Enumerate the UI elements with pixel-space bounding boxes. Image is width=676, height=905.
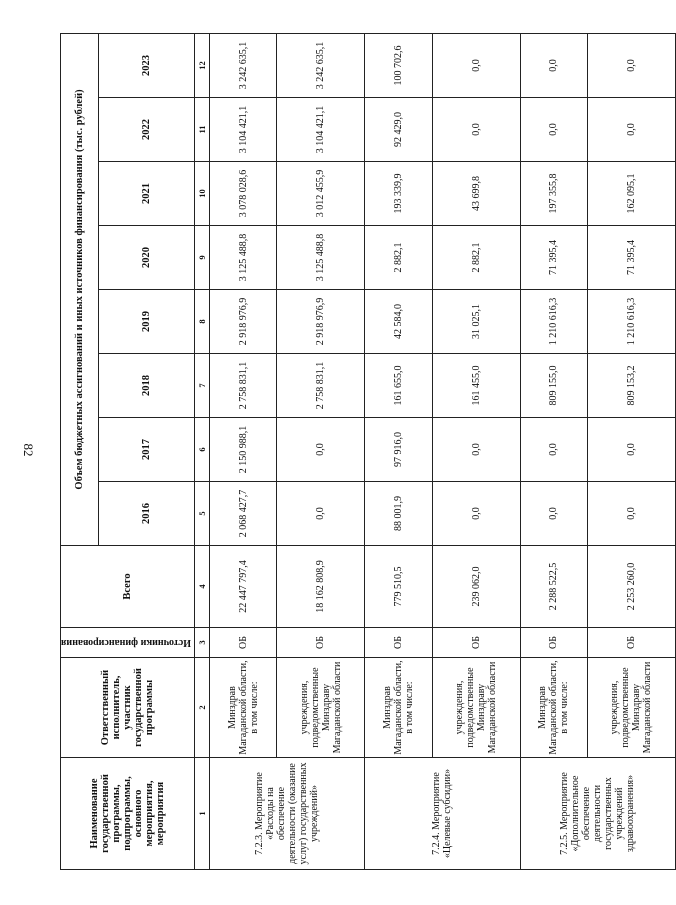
executor-cell: учреждения, подведомственные Минздраву Магаданской области bbox=[587, 658, 675, 758]
column-number: 11 bbox=[194, 98, 209, 162]
column-number: 5 bbox=[194, 482, 209, 546]
value-cell: 88 001,9 bbox=[365, 482, 432, 546]
value-cell: 0,0 bbox=[432, 418, 520, 482]
header-year: 2020 bbox=[98, 226, 194, 290]
executor-cell: Минздрав Магаданской области, в том числе: bbox=[520, 658, 587, 758]
value-cell: 2 918 976,9 bbox=[209, 290, 276, 354]
header-volume: Объем бюджетных ассигнований и иных источников финансирования (тыс. рублей) bbox=[61, 33, 99, 545]
value-cell: 0,0 bbox=[520, 482, 587, 546]
value-cell: 809 153,2 bbox=[587, 354, 675, 418]
total-cell: 2 288 522,5 bbox=[520, 546, 587, 628]
header-year: 2019 bbox=[98, 290, 194, 354]
value-cell: 3 104 421,1 bbox=[277, 98, 365, 162]
value-cell: 3 125 488,8 bbox=[209, 226, 276, 290]
header-source-text: Источники финансирования bbox=[61, 637, 191, 648]
value-cell: 809 155,0 bbox=[520, 354, 587, 418]
column-number: 8 bbox=[194, 290, 209, 354]
value-cell: 31 025,1 bbox=[432, 290, 520, 354]
header-year: 2022 bbox=[98, 98, 194, 162]
value-cell: 0,0 bbox=[432, 33, 520, 97]
header-year: 2017 bbox=[98, 418, 194, 482]
measure-name: 7.2.4. Мероприятие «Целевые субсидии» bbox=[365, 758, 520, 870]
total-cell: 239 062,0 bbox=[432, 546, 520, 628]
value-cell: 0,0 bbox=[520, 98, 587, 162]
value-cell: 0,0 bbox=[432, 98, 520, 162]
value-cell: 0,0 bbox=[277, 418, 365, 482]
source-cell: ОБ bbox=[587, 628, 675, 658]
page-number: 82 bbox=[21, 443, 36, 457]
value-cell: 92 429,0 bbox=[365, 98, 432, 162]
table-row bbox=[277, 33, 365, 869]
value-cell: 0,0 bbox=[277, 482, 365, 546]
value-cell: 2 758 831,1 bbox=[209, 354, 276, 418]
table-frame bbox=[60, 34, 654, 870]
column-number: 6 bbox=[194, 418, 209, 482]
value-cell: 3 104 421,1 bbox=[209, 98, 276, 162]
value-cell: 2 882,1 bbox=[432, 226, 520, 290]
value-cell: 0,0 bbox=[587, 482, 675, 546]
rotated-table-container bbox=[60, 34, 654, 870]
header-year: 2023 bbox=[98, 33, 194, 97]
source-cell: ОБ bbox=[520, 628, 587, 658]
executor-cell: Минздрав Магаданской области, в том числе: bbox=[365, 658, 432, 758]
value-cell: 3 012 455,9 bbox=[277, 162, 365, 226]
executor-cell: учреждения, подведомственные Минздраву Магаданской области bbox=[277, 658, 365, 758]
value-cell: 71 395,4 bbox=[587, 226, 675, 290]
total-cell: 779 510,5 bbox=[365, 546, 432, 628]
value-cell: 197 355,8 bbox=[520, 162, 587, 226]
total-cell: 18 162 808,9 bbox=[277, 546, 365, 628]
value-cell: 0,0 bbox=[587, 33, 675, 97]
column-number: 7 bbox=[194, 354, 209, 418]
value-cell: 0,0 bbox=[520, 33, 587, 97]
header-year: 2016 bbox=[98, 482, 194, 546]
value-cell: 2 918 976,9 bbox=[277, 290, 365, 354]
value-cell: 0,0 bbox=[587, 418, 675, 482]
source-cell: ОБ bbox=[365, 628, 432, 658]
value-cell: 161 455,0 bbox=[432, 354, 520, 418]
financing-table bbox=[60, 33, 676, 870]
value-cell: 43 699,8 bbox=[432, 162, 520, 226]
table-row bbox=[432, 33, 520, 869]
value-cell: 2 882,1 bbox=[365, 226, 432, 290]
header-year: 2018 bbox=[98, 354, 194, 418]
column-number: 12 bbox=[194, 33, 209, 97]
value-cell: 161 655,0 bbox=[365, 354, 432, 418]
table-row bbox=[520, 33, 587, 869]
value-cell: 0,0 bbox=[520, 418, 587, 482]
column-number: 4 bbox=[194, 546, 209, 628]
header-source bbox=[61, 628, 195, 658]
column-number: 2 bbox=[194, 658, 209, 758]
value-cell: 97 916,0 bbox=[365, 418, 432, 482]
column-number: 1 bbox=[194, 758, 209, 870]
measure-name: 7.2.3. Мероприятие «Расходы на обеспечение деятельности (оказание услуг) государственных учреждений» bbox=[209, 758, 364, 870]
header-total: Всего bbox=[61, 546, 195, 628]
value-cell: 2 150 988,1 bbox=[209, 418, 276, 482]
value-cell: 71 395,4 bbox=[520, 226, 587, 290]
header-year: 2021 bbox=[98, 162, 194, 226]
value-cell: 1 210 616,3 bbox=[520, 290, 587, 354]
table-body bbox=[209, 33, 675, 869]
value-cell: 0,0 bbox=[432, 482, 520, 546]
value-cell: 193 339,9 bbox=[365, 162, 432, 226]
total-cell: 2 253 260,0 bbox=[587, 546, 675, 628]
total-cell: 22 447 797,4 bbox=[209, 546, 276, 628]
header-executor: Ответственный исполнитель, участник государственной программы bbox=[61, 658, 195, 758]
column-number: 9 bbox=[194, 226, 209, 290]
executor-cell: учреждения, подведомственные Минздраву Магаданской области bbox=[432, 658, 520, 758]
table-row bbox=[587, 33, 675, 869]
measure-name: 7.2.5. Мероприятие «Дополнительное обеспечение деятельности государственных учреждений здравоохранения» bbox=[520, 758, 675, 870]
value-cell: 100 702,6 bbox=[365, 33, 432, 97]
source-cell: ОБ bbox=[432, 628, 520, 658]
value-cell: 2 068 427,7 bbox=[209, 482, 276, 546]
value-cell: 2 758 831,1 bbox=[277, 354, 365, 418]
value-cell: 3 242 635,1 bbox=[209, 33, 276, 97]
value-cell: 3 078 028,6 bbox=[209, 162, 276, 226]
source-cell: ОБ bbox=[209, 628, 276, 658]
table-row bbox=[365, 33, 432, 869]
value-cell: 42 584,0 bbox=[365, 290, 432, 354]
header-name: Наименование государственной программы, подпрограммы, основного мероприятия, мероприятия bbox=[61, 758, 195, 870]
value-cell: 3 242 635,1 bbox=[277, 33, 365, 97]
column-number: 3 bbox=[194, 628, 209, 658]
value-cell: 0,0 bbox=[587, 98, 675, 162]
value-cell: 162 095,1 bbox=[587, 162, 675, 226]
executor-cell: Минздрав Магаданской области, в том числе: bbox=[209, 658, 276, 758]
column-number: 10 bbox=[194, 162, 209, 226]
value-cell: 3 125 488,8 bbox=[277, 226, 365, 290]
value-cell: 1 210 616,3 bbox=[587, 290, 675, 354]
table-row bbox=[209, 33, 276, 869]
source-cell: ОБ bbox=[277, 628, 365, 658]
